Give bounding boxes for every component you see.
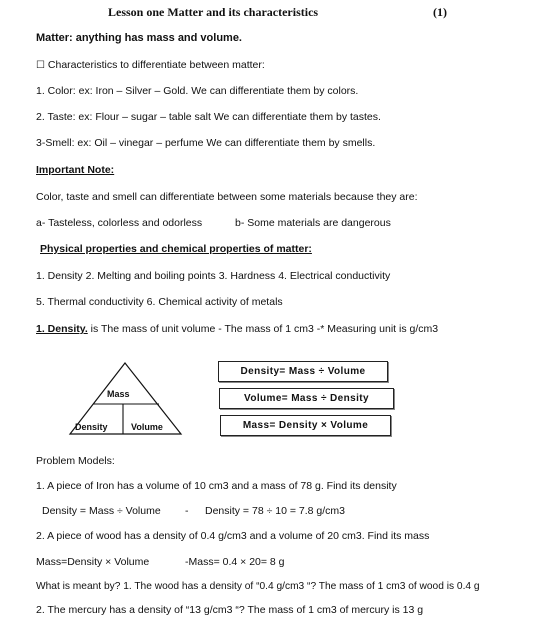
triangle-label-volume: Volume <box>131 422 163 432</box>
properties-line-1: 1. Density 2. Melting and boiling points 3. Hardness 4. Electrical conductivity <box>36 270 391 282</box>
characteristic-color: 1. Color: ex: Iron – Silver – Gold. We can differentiate them by colors. <box>36 85 359 97</box>
characteristic-taste: 2. Taste: ex: Flour – sugar – table salt We can differentiate them by tastes. <box>36 111 381 123</box>
important-note-text: Color, taste and smell can differentiate between some materials because they are: <box>36 191 418 203</box>
formula-box-mass: Mass= Density × Volume <box>220 415 391 436</box>
question-2: 2. The mercury has a density of “13 g/cm3 “? The mass of 1 cm3 of mercury is 13 g <box>36 604 424 616</box>
characteristics-intro <box>36 59 265 71</box>
problem-1-dash: - <box>185 505 189 517</box>
formula-box-volume: Volume= Mass ÷ Density <box>219 388 394 409</box>
matter-definition: Matter: anything has mass and volume. <box>36 32 242 44</box>
formula-box-density: Density= Mass ÷ Volume <box>218 361 388 382</box>
problem-2-answer: -Mass= 0.4 × 20= 8 g <box>185 556 285 568</box>
question-1: What is meant by? 1. The wood has a density of “0.4 g/cm3 “? The mass of 1 cm3 of wood is 0.4 g <box>36 581 480 592</box>
note-item-a: a- Tasteless, colorless and odorless <box>36 217 203 229</box>
problem-1: 1. A piece of Iron has a volume of 10 cm3 and a mass of 78 g. Find its density <box>36 480 397 492</box>
checkbox-icon: ☐ <box>36 60 45 71</box>
problem-1-answer: Density = 78 ÷ 10 = 7.8 g/cm3 <box>205 505 346 517</box>
problem-models-heading: Problem Models: <box>36 455 115 467</box>
density-label: 1. Density. <box>36 323 88 335</box>
properties-heading: Physical properties and chemical properties of matter: <box>40 243 312 255</box>
important-note-heading: Important Note: <box>36 164 115 176</box>
properties-line-2: 5. Thermal conductivity 6. Chemical activity of metals <box>36 296 283 308</box>
density-definition-text: is The mass of unit volume - The mass of 1 cm3 -* Measuring unit is g/cm3 <box>87 323 439 335</box>
problem-1-formula: Density = Mass ÷ Volume <box>42 505 161 517</box>
characteristic-smell: 3-Smell: ex: Oil – vinegar – perfume We can differentiate them by smells. <box>36 137 376 149</box>
triangle-label-density: Density <box>75 422 108 432</box>
note-item-b: b- Some materials are dangerous <box>235 217 391 229</box>
characteristics-intro-text: Characteristics to differentiate between matter: <box>47 59 265 71</box>
density-definition <box>36 323 438 335</box>
triangle-label-mass: Mass <box>107 389 130 399</box>
lesson-title: Lesson one Matter and its characteristics <box>108 5 319 19</box>
problem-2: 2. A piece of wood has a density of 0.4 g/cm3 and a volume of 20 cm3. Find its mass <box>36 530 430 542</box>
problem-2-formula: Mass=Density × Volume <box>36 556 150 568</box>
page-number: (1) <box>433 5 447 19</box>
